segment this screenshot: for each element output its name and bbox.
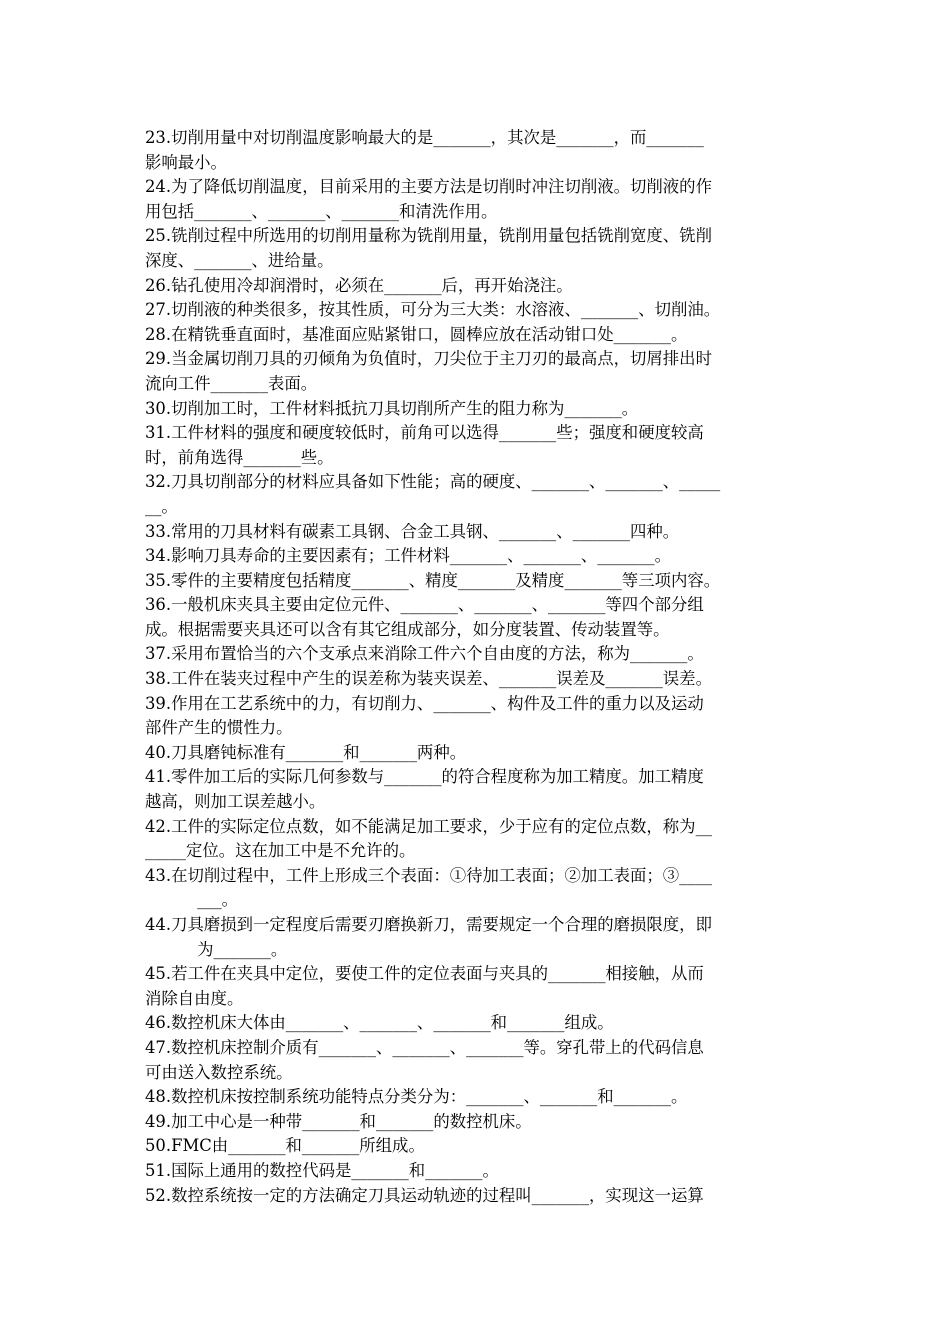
question-line: 44.刀具磨损到一定程度后需要刃磨换新刀，需要规定一个合理的磨损限度，即	[145, 915, 712, 934]
question-item	[145, 1036, 811, 1085]
question-line: 42.工件的实际定位点数，如不能满足加工要求，少于应有的定位点数，称为__	[145, 816, 712, 836]
question-line: 消除自由度。	[145, 988, 244, 1008]
question-line: 43.在切削过程中，工件上形成三个表面：①待加工表面；②加工表面；③____	[145, 865, 712, 885]
question-item	[145, 470, 811, 519]
question-line: 越高，则加工误差越小。	[145, 792, 326, 812]
question-item	[145, 741, 811, 766]
question-item	[145, 864, 811, 913]
question-item	[145, 765, 811, 814]
question-item	[145, 126, 811, 175]
question-line: 41.零件加工后的实际几何参数与_______的符合程度称为加工精度。加工精度	[145, 767, 704, 787]
question-item	[145, 274, 811, 299]
question-list	[145, 126, 811, 1208]
question-line: 35.零件的主要精度包括精度_______、精度_______及精度_______等三项内容。	[145, 570, 721, 590]
question-item	[145, 397, 811, 422]
question-item	[145, 520, 811, 545]
question-item	[145, 347, 811, 396]
question-item	[145, 913, 811, 962]
question-line: 24.为了降低切削温度，目前采用的主要方法是切削时冲注切削液。切削液的作	[145, 177, 712, 197]
question-item	[145, 593, 811, 642]
question-line: 28.在精铣垂直面时，基准面应贴紧钳口，圆棒应放在活动钳口处_______。	[145, 324, 688, 344]
question-line: 36.一般机床夹具主要由定位元件、_______、_______、_______等四个部分组	[145, 595, 704, 615]
question-line: __。	[145, 496, 178, 516]
question-line: _____定位。这在加工中是不允许的。	[145, 841, 416, 861]
question-line: 影响最小。	[145, 152, 227, 172]
question-item	[145, 692, 811, 741]
question-item	[145, 642, 811, 667]
question-line: 时，前角选得_______些。	[145, 447, 334, 467]
question-line: 部件产生的惯性力。	[145, 718, 293, 738]
question-line: 27.切削液的种类很多，按其性质，可分为三大类：水溶液、_______、切削油。	[145, 300, 721, 320]
question-line: 可由送入数控系统。	[145, 1062, 293, 1082]
question-line: 48.数控机床按控制系统功能特点分类分为：_______、_______和_______。	[145, 1087, 688, 1107]
question-item	[145, 421, 811, 470]
question-line: 32.刀具切削部分的材料应具备如下性能；高的硬度、_______、_______、_____	[145, 472, 721, 492]
question-item	[145, 1134, 811, 1159]
question-item	[145, 815, 811, 864]
question-line: 29.当金属切削刀具的刃倾角为负值时，刀尖位于主刀刃的最高点，切屑排出时	[145, 349, 712, 369]
question-line: ___。	[145, 890, 239, 910]
question-item	[145, 667, 811, 692]
question-item	[145, 175, 811, 224]
question-item	[145, 224, 811, 273]
question-line: 26.钻孔使用冷却润滑时，必须在_______后，再开始浇注。	[145, 275, 573, 295]
question-line: 51.国际上通用的数控代码是_______和_______。	[145, 1160, 499, 1180]
question-line: 39.作用在工艺系统中的力，有切削力、_______、构件及工件的重力以及运动	[145, 693, 704, 713]
question-item	[145, 1184, 811, 1209]
question-line: 52.数控系统按一定的方法确定刀具运动轨迹的过程叫_______，实现这一运算	[145, 1185, 704, 1205]
question-item	[145, 298, 811, 323]
question-item	[145, 1011, 811, 1036]
question-line: 47.数控机床控制介质有_______、_______、_______等。穿孔带上的代码信息	[145, 1037, 704, 1057]
question-line: 流向工件_______表面。	[145, 373, 318, 393]
question-line: 23.切削用量中对切削温度影响最大的是_______，其次是_______，而_______	[145, 128, 704, 147]
question-line: 31.工件材料的强度和硬度较低时，前角可以选得_______些；强度和硬度较高	[145, 423, 704, 443]
question-item	[145, 323, 811, 348]
question-item	[145, 962, 811, 1011]
question-line: 40.刀具磨钝标准有_______和_______两种。	[145, 742, 467, 762]
question-line: 37.采用布置恰当的六个支承点来消除工件六个自由度的方法，称为_______。	[145, 644, 704, 664]
question-line: 49.加工中心是一种带_______和_______的数控机床。	[145, 1111, 532, 1131]
question-line: 33.常用的刀具材料有碳素工具钢、合金工具钢、_______、_______四种。	[145, 521, 680, 541]
question-line: 45.若工件在夹具中定位，要使工件的定位表面与夹具的_______相接触，从而	[145, 964, 704, 984]
question-item	[145, 569, 811, 594]
question-line: 用包括_______、_______、_______和清洗作用。	[145, 201, 498, 221]
question-line: 38.工件在装夹过程中产生的误差称为装夹误差、_______误差及_______误差。	[145, 669, 712, 689]
question-line: 34.影响刀具寿命的主要因素有；工件材料_______、_______、_______。	[145, 546, 671, 566]
question-item	[145, 1110, 811, 1135]
question-line: 成。根据需要夹具还可以含有其它组成部分，如分度装置、传动装置等。	[145, 619, 670, 639]
question-line: 30.切削加工时，工件材料抵抗刀具切削所产生的阻力称为_______。	[145, 398, 639, 418]
question-item	[145, 1085, 811, 1110]
question-line: 46.数控机床大体由_______、_______、_______和_______组成。	[145, 1013, 614, 1033]
question-item	[145, 544, 811, 569]
question-line: 25.铣削过程中所选用的切削用量称为铣削用量，铣削用量包括铣削宽度、铣削	[145, 226, 712, 246]
question-item	[145, 1159, 811, 1184]
question-line: 为_______。	[145, 939, 288, 959]
question-line: 深度、_______、进给量。	[145, 250, 334, 270]
question-line: 50.FMC由_______和_______所组成。	[145, 1136, 425, 1156]
